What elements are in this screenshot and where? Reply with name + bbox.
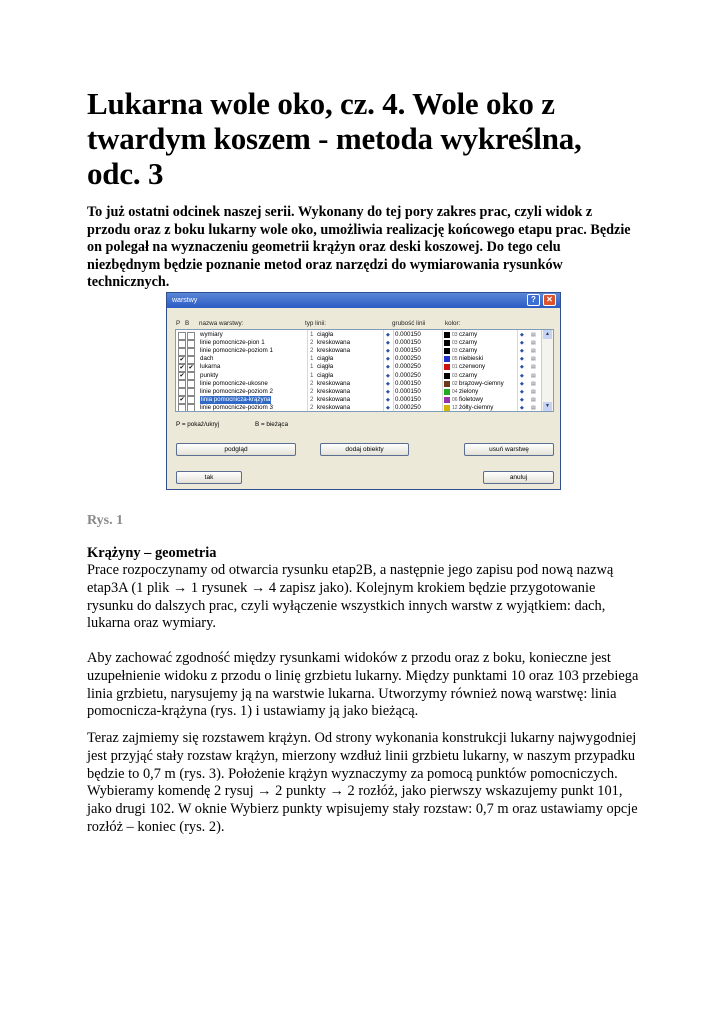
layer-row[interactable] xyxy=(176,347,542,355)
line-type-dropdown-icon[interactable]: ◆ xyxy=(386,348,390,355)
header-line-type: typ linii: xyxy=(305,320,326,327)
line-type-dropdown-icon[interactable]: ◆ xyxy=(386,364,390,371)
header-b: B xyxy=(185,320,190,327)
color-number: 12 xyxy=(452,404,458,411)
line-type-dropdown-icon[interactable]: ◆ xyxy=(386,380,390,387)
add-objects-button[interactable]: dodaj obiekty xyxy=(320,443,409,456)
color-name: czarny xyxy=(459,371,478,379)
color-swatch xyxy=(444,356,450,362)
article-title: Lukarna wole oko, cz. 4. Wole oko z twardym koszem - metoda wykreślna, odc. 3 xyxy=(87,86,582,191)
line-type: ciągła xyxy=(317,371,334,379)
line-type-dropdown-icon[interactable]: ◆ xyxy=(386,396,390,403)
color-swatch xyxy=(444,332,450,338)
color-number: 02 xyxy=(452,380,458,387)
line-thickness: 0.000250 xyxy=(395,355,421,363)
color-swatch xyxy=(444,405,450,411)
line-type-dropdown-icon[interactable]: ◆ xyxy=(386,356,390,363)
line-type-number: 2 xyxy=(310,339,314,347)
paragraph-3: Teraz zajmiemy się rozstawem krążyn. Od strony wykonania konstrukcji lukarny najwygodniej jest przyjąć stały rozstaw krążyn, mierzony wzdłuż linii grzbietu lukarny, w naszym przypadku będzie to 0,7 m (rys. 3). Położenie krążyn wyznaczymy za pomocą punktów pomocniczych. Wybieramy komendę 2 rysuj → 2 punkty → 2 rozłóż, jako pierwszy wskazujemy punkt 101, jako drugi 102. W oknie Wybierz punkty wpisujemy stały rozstaw: 0,7 m oraz ustawiamy opcje rozłóż – koniec (rys. 2). xyxy=(87,730,638,835)
line-type-dropdown-icon[interactable]: ◆ xyxy=(386,404,390,411)
line-type-number: 1 xyxy=(310,371,314,379)
visible-checkbox[interactable] xyxy=(178,404,186,412)
color-swatch xyxy=(444,381,450,387)
line-type: ciągła xyxy=(317,355,334,363)
header-name: nazwa warstwy: xyxy=(199,320,244,327)
paragraph-1: Prace rozpoczynamy od otwarcia rysunku etap2B, a następnie jego zapisu pod nową nazwą etap3A (1 plik → 1 rysunek → 4 zapisz jako). Kolejnym krokiem będzie przygotowanie rysunku do dalszych prac, czyli wyłączenie wszystkich innych warstw z wyjątkiem: dach, lukarna oraz wymiary. xyxy=(87,562,614,632)
color-number: 03 xyxy=(452,332,458,338)
layer-name: linie pomocnicze-poziom 2 xyxy=(200,387,273,395)
color-swatch xyxy=(444,397,450,403)
color-name: zielony xyxy=(459,387,479,395)
list-scrollbar[interactable] xyxy=(541,330,553,411)
layer-row[interactable] xyxy=(176,396,542,404)
color-number: 04 xyxy=(452,388,458,395)
layer-name: linia pomocnicza-krążyna xyxy=(201,395,271,403)
color-swatch xyxy=(444,389,450,395)
layer-properties-icon[interactable]: ▤ xyxy=(531,348,536,355)
cancel-button[interactable]: anuluj xyxy=(483,471,554,484)
line-type: kreskowana xyxy=(317,347,351,355)
layer-properties-icon[interactable]: ▤ xyxy=(531,356,536,363)
line-thickness: 0.000150 xyxy=(395,331,421,338)
color-number: 06 xyxy=(452,396,458,403)
line-type: kreskowana xyxy=(317,403,351,411)
layers-dialog xyxy=(166,292,561,490)
color-dropdown-icon[interactable]: ◆ xyxy=(520,372,524,379)
line-thickness: 0.000150 xyxy=(395,339,421,347)
line-type: kreskowana xyxy=(317,395,351,403)
color-number: 03 xyxy=(452,372,458,379)
line-type-number: 1 xyxy=(310,355,314,363)
line-type: ciągła xyxy=(317,363,334,371)
color-name: żółty-ciemny xyxy=(459,403,494,411)
preview-button[interactable]: podgląd xyxy=(176,443,296,456)
line-thickness: 0.000150 xyxy=(395,387,421,395)
layer-row[interactable] xyxy=(176,339,542,347)
layer-properties-icon[interactable]: ▤ xyxy=(531,332,536,338)
dialog-titlebar xyxy=(167,293,560,308)
layers-list[interactable] xyxy=(175,329,554,412)
header-p: P xyxy=(176,320,181,327)
line-thickness: 0.000150 xyxy=(395,395,421,403)
color-number: 03 xyxy=(452,340,458,347)
current-checkbox[interactable] xyxy=(187,404,195,412)
header-color: kolor: xyxy=(445,320,461,327)
color-name: fioletowy xyxy=(459,395,484,403)
line-type-number: 2 xyxy=(310,347,314,355)
delete-layer-button[interactable]: usuń warstwę xyxy=(464,443,554,456)
color-dropdown-icon[interactable]: ◆ xyxy=(520,356,524,363)
line-type: ciągła xyxy=(317,331,334,338)
close-icon[interactable]: ✕ xyxy=(543,294,556,306)
layer-row[interactable] xyxy=(176,331,542,339)
layer-name: linie pomocnicze-ukosne xyxy=(200,379,268,387)
color-dropdown-icon[interactable]: ◆ xyxy=(520,348,524,355)
line-type: kreskowana xyxy=(317,339,351,347)
visible-checkbox[interactable]: ✔ xyxy=(179,397,185,404)
line-thickness: 0.000250 xyxy=(395,363,421,371)
line-thickness: 0.000150 xyxy=(395,347,421,355)
line-type-number: 2 xyxy=(310,395,314,403)
layer-properties-icon[interactable]: ▤ xyxy=(531,340,536,347)
line-type-number: 2 xyxy=(310,403,314,411)
layer-name: linie pomocnicze-pion 1 xyxy=(200,339,265,347)
color-name: czarny xyxy=(459,331,478,338)
layer-name: dach xyxy=(200,355,214,363)
color-number: 01 xyxy=(452,364,458,371)
help-icon[interactable]: ? xyxy=(527,294,540,306)
layer-properties-icon[interactable]: ▤ xyxy=(531,404,536,411)
line-type-number: 1 xyxy=(310,363,314,371)
layer-name: linie pomocnicze-poziom 1 xyxy=(200,347,273,355)
line-thickness: 0.000250 xyxy=(395,371,421,379)
color-number: 03 xyxy=(452,348,458,355)
article-lead: To już ostatni odcinek naszej serii. Wykonany do tej pory zakres prac, czyli widok z przodu oraz z boku lukarny wole oko, umożliwia realizację końcowego etapu prac. Będzie on polegał na wyznaczeniu geometrii krążyn oraz deski koszowej. Do tego celu niezbędnym będzie poznanie metod oraz narzędzi do wymiarowania rysunków technicznych. xyxy=(87,204,631,291)
scroll-down-icon[interactable]: ▼ xyxy=(543,402,552,411)
color-dropdown-icon[interactable]: ◆ xyxy=(520,340,524,347)
line-type-number: 2 xyxy=(310,387,314,395)
color-name: brązowy-ciemny xyxy=(459,379,504,387)
visible-checkbox[interactable]: ✔ xyxy=(179,373,185,379)
layer-row[interactable] xyxy=(176,380,542,388)
color-name: czarny xyxy=(459,347,478,355)
color-dropdown-icon[interactable]: ◆ xyxy=(520,404,524,411)
layer-properties-icon[interactable]: ▤ xyxy=(531,364,536,371)
scroll-up-icon[interactable]: ▲ xyxy=(543,330,552,339)
line-type-number: 1 xyxy=(310,331,314,338)
color-dropdown-icon[interactable]: ◆ xyxy=(520,396,524,403)
visible-checkbox[interactable]: ✔ xyxy=(179,356,185,363)
color-swatch xyxy=(444,373,450,379)
color-dropdown-icon[interactable]: ◆ xyxy=(520,380,524,387)
layer-name: punkty xyxy=(200,371,219,379)
color-swatch xyxy=(444,348,450,354)
figure-caption: Rys. 1 xyxy=(87,513,124,528)
line-type-dropdown-icon[interactable]: ◆ xyxy=(386,340,390,347)
color-swatch xyxy=(444,340,450,346)
visible-checkbox[interactable]: ✔ xyxy=(179,364,185,371)
line-type-dropdown-icon[interactable]: ◆ xyxy=(386,332,390,338)
section-title: Krążyny – geometria xyxy=(87,545,217,561)
layer-name: linie pomocnicze-poziom 3 xyxy=(200,403,273,411)
color-number: 05 xyxy=(452,356,458,363)
ok-button[interactable]: tak xyxy=(176,471,242,484)
layer-properties-icon[interactable]: ▤ xyxy=(531,388,536,395)
layer-name: wymiary xyxy=(200,331,223,338)
current-checkbox[interactable]: ✔ xyxy=(188,364,194,371)
line-thickness: 0.000250 xyxy=(395,403,421,411)
layer-row[interactable] xyxy=(176,363,542,371)
line-type-dropdown-icon[interactable]: ◆ xyxy=(386,388,390,395)
color-dropdown-icon[interactable]: ◆ xyxy=(520,332,524,338)
line-type-dropdown-icon[interactable]: ◆ xyxy=(386,372,390,379)
color-name: czerwony xyxy=(459,363,486,371)
line-type: kreskowana xyxy=(317,379,351,387)
layer-properties-icon[interactable]: ▤ xyxy=(531,380,536,387)
layer-row[interactable] xyxy=(176,404,542,412)
layer-row[interactable] xyxy=(176,355,542,363)
layer-row[interactable] xyxy=(176,372,542,380)
color-dropdown-icon[interactable]: ◆ xyxy=(520,388,524,395)
layer-properties-icon[interactable]: ▤ xyxy=(531,396,536,403)
color-swatch xyxy=(444,364,450,370)
line-thickness: 0.000150 xyxy=(395,379,421,387)
color-name: czarny xyxy=(459,339,478,347)
layer-row[interactable] xyxy=(176,388,542,396)
line-type: kreskowana xyxy=(317,387,351,395)
legend-show-hide: P = pokaż/ukryj xyxy=(176,421,220,428)
paragraph-2: Aby zachować zgodność między rysunkami widoków z przodu oraz z boku, konieczne jest uzupełnienie widoku z przodu o linię grzbietu lukarny. Między punktami 10 oraz 103 przebiega linia grzbietu, narysujemy ją na warstwie lukarna. Utworzymy również nową warstwę: linia pomocnicza-krążyna (rys. 1) i ustawiamy ją jako bieżącą. xyxy=(87,650,639,720)
layer-properties-icon[interactable]: ▤ xyxy=(531,372,536,379)
header-thickness: grubość linii xyxy=(392,320,426,327)
legend-current: B = bieżąca xyxy=(255,421,289,428)
color-dropdown-icon[interactable]: ◆ xyxy=(520,364,524,371)
line-type-number: 2 xyxy=(310,379,314,387)
dialog-title: warstwy xyxy=(172,297,198,304)
color-name: niebieski xyxy=(459,355,484,363)
layer-name: lukarna xyxy=(200,363,221,371)
